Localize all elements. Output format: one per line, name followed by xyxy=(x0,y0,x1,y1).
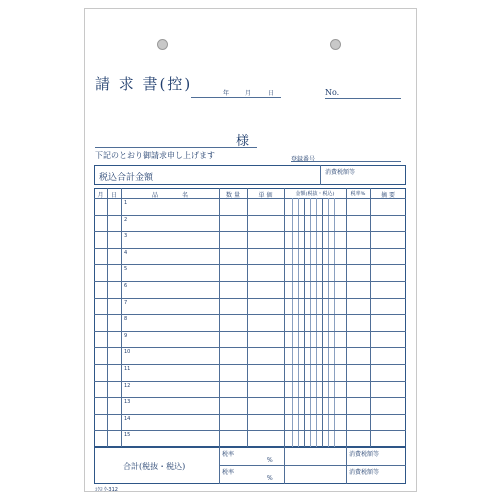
row-number: 13 xyxy=(124,399,131,405)
header-item: 品 名 xyxy=(151,192,188,199)
summary-divider-1 xyxy=(219,447,220,484)
punch-hole-left xyxy=(157,39,168,50)
row-line xyxy=(94,347,406,348)
invoice-no-label: No. xyxy=(325,88,340,97)
col-line-rate xyxy=(370,188,371,447)
row-line xyxy=(94,314,406,315)
recipient-honorific: 様 xyxy=(236,134,250,149)
row-number: 11 xyxy=(124,366,131,372)
summary-mid-line xyxy=(219,465,406,466)
date-underline xyxy=(191,97,281,98)
row-line xyxy=(94,430,406,431)
row-line xyxy=(94,248,406,249)
row-number: 7 xyxy=(124,300,128,306)
row-number: 6 xyxy=(124,283,128,289)
total-box-divider xyxy=(320,165,321,185)
row-number: 8 xyxy=(124,316,128,322)
header-day: 日 xyxy=(110,192,117,199)
row-number: 12 xyxy=(124,383,131,389)
summary-rate-label-1: 税率 xyxy=(222,451,235,458)
row-line xyxy=(94,364,406,365)
row-line xyxy=(94,414,406,415)
recipient-underline xyxy=(95,147,257,148)
header-remarks: 摘 要 xyxy=(381,192,395,199)
amount-digit-line xyxy=(304,198,305,447)
row-number: 9 xyxy=(124,333,128,339)
header-amount: 金額(税抜・税込) xyxy=(295,191,335,197)
header-tax-rate: 税率% xyxy=(350,191,366,197)
row-line xyxy=(94,264,406,265)
summary-tax-label-1: 消費税額等 xyxy=(349,451,380,458)
row-number: 10 xyxy=(124,349,131,355)
header-unit-price: 単 価 xyxy=(258,192,273,199)
header-qty: 数 量 xyxy=(226,192,240,199)
total-tax-label: 消費税額等 xyxy=(325,169,356,176)
punch-hole-right xyxy=(330,39,341,50)
summary-rate-label-2: 税率 xyxy=(222,469,235,476)
row-line xyxy=(94,331,406,332)
row-number: 2 xyxy=(124,217,128,223)
row-line xyxy=(94,397,406,398)
registration-number-label: 登録番号 xyxy=(291,156,316,163)
summary-divider-3 xyxy=(346,447,347,484)
col-line-unit xyxy=(284,188,285,447)
col-line-day xyxy=(121,188,122,447)
date-year-label: 年 xyxy=(223,90,230,97)
registration-number-underline xyxy=(291,161,401,162)
invoice-sheet xyxy=(84,8,417,492)
amount-digit-line xyxy=(316,198,317,447)
row-number: 15 xyxy=(124,432,131,438)
summary-total-label: 合計(税抜・税込) xyxy=(123,462,186,471)
col-line-amount xyxy=(346,188,347,447)
amount-digit-line xyxy=(322,198,323,447)
amount-digit-line xyxy=(310,198,311,447)
header-month: 月 xyxy=(97,192,104,199)
date-month-label: 月 xyxy=(245,90,252,97)
row-number: 5 xyxy=(124,266,128,272)
row-line xyxy=(94,381,406,382)
summary-tax-label-2: 消費税額等 xyxy=(349,469,380,476)
greeting-text: 下記のとおり御請求申し上げます xyxy=(95,151,215,160)
row-number: 4 xyxy=(124,250,128,256)
row-number: 3 xyxy=(124,233,128,239)
summary-pct-2: % xyxy=(267,475,273,482)
summary-pct-1: % xyxy=(267,457,273,464)
col-line-qty xyxy=(247,188,248,447)
row-line xyxy=(94,215,406,216)
total-amount-label: 税込合計金額 xyxy=(99,173,154,183)
amount-digit-line xyxy=(328,198,329,447)
invoice-no-underline xyxy=(325,98,401,99)
invoice-title: 請 求 書(控) xyxy=(95,75,193,93)
footer-product-code: ｺｸﾖ ｳ-312 xyxy=(95,487,118,493)
items-table xyxy=(94,188,406,447)
col-line-month xyxy=(107,188,108,447)
amount-digit-line xyxy=(298,198,299,447)
row-line xyxy=(94,231,406,232)
amount-digit-line xyxy=(292,198,293,447)
summary-divider-2 xyxy=(284,447,285,484)
amount-digit-line xyxy=(334,198,335,447)
row-line xyxy=(94,281,406,282)
row-number: 1 xyxy=(124,200,128,206)
row-number: 14 xyxy=(124,416,131,422)
date-day-label: 日 xyxy=(268,90,275,97)
row-line xyxy=(94,298,406,299)
col-line-item xyxy=(219,188,220,447)
